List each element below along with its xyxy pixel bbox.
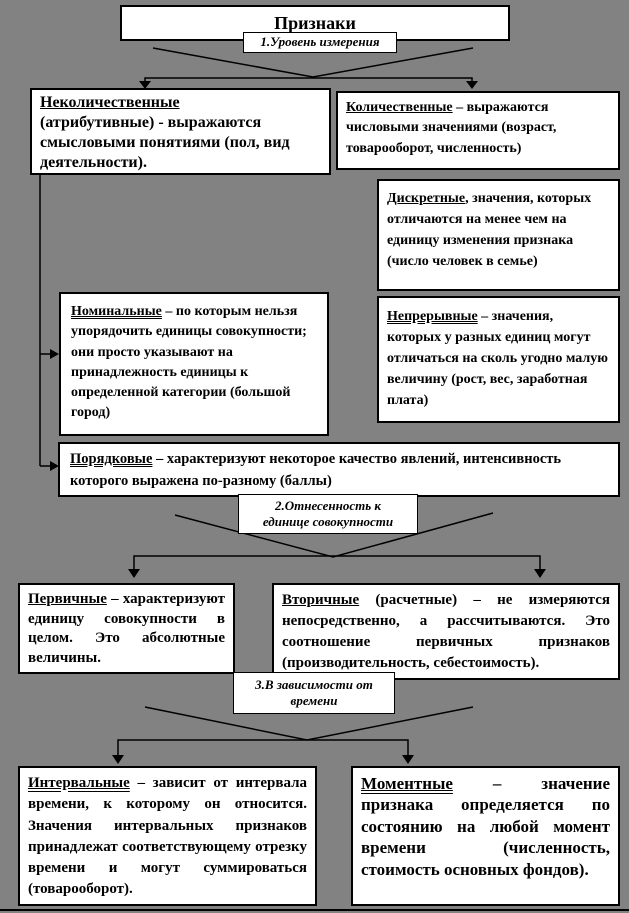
arrowhead-down-icon — [112, 755, 124, 764]
section-label-text: 3.В зависимости от времени — [255, 676, 373, 708]
split-arrow-level-1 — [139, 48, 478, 89]
text-secondary: (расчетные) – не измеряются непосредственно, а рассчитываются. Это соотношение первичных признаков (производительность, себестоимость). — [282, 592, 610, 671]
arrowhead-down-icon — [402, 755, 414, 764]
text-nominal: – по которым нельзя упорядочить единицы совокупности; они просто указывают на принадлежность единицы к определенной категории (большой город) — [71, 304, 307, 421]
term-interval: Интервальные — [28, 775, 130, 791]
box-primary — [18, 583, 235, 674]
box-continuous — [377, 296, 620, 423]
text-primary: – характеризуют единицу совокупности в целом. Это абсолютные величины. — [28, 591, 225, 666]
box-ordinal — [58, 442, 620, 497]
term-nonquantitative: Неколичественные — [40, 94, 180, 111]
arrowhead-down-icon — [128, 569, 140, 578]
text-ordinal: – характеризуют некоторое качество явлений, интенсивность которого выражена по-разному (баллы) — [70, 451, 562, 489]
box-interval — [18, 766, 317, 906]
term-continuous: Непрерывные — [387, 309, 478, 324]
distributor-level-1 — [145, 78, 472, 83]
box-nominal — [59, 292, 329, 436]
arrowhead-down-icon — [534, 569, 546, 578]
section-label-time-dependence — [233, 672, 395, 714]
text-moment: – значение признака определяется по состоянию на любой момент времени (численность, стоимость основных фондов). — [361, 774, 610, 879]
box-secondary — [272, 583, 620, 680]
box-moment — [351, 766, 620, 906]
text-interval: – зависит от интервала времени, к которому он относится. Значения интервальных признаков принадлежат соответствующему отрезку времени и могут суммироваться (товарооборот). — [28, 775, 307, 898]
arrowhead-down-icon — [466, 81, 478, 89]
text-nonquantitative: (атрибутивные) - выражаются смысловыми понятиями (пол, вид деятельности). — [40, 114, 290, 171]
split-arrow-level-3 — [112, 707, 473, 764]
section-label-text: 1.Уровень измерения — [260, 34, 380, 50]
term-primary: Первичные — [28, 591, 107, 607]
term-secondary: Вторичные — [282, 592, 360, 608]
box-discrete — [377, 179, 620, 291]
section-label-text: 2.Отнесенность к единице совокупности — [262, 497, 394, 529]
term-nominal: Номинальные — [71, 304, 162, 319]
title-text: Признаки — [274, 12, 356, 33]
section-label-measurement-level — [243, 32, 397, 53]
term-moment: Моментные — [361, 774, 453, 793]
arrowhead-right-icon — [50, 349, 59, 359]
term-ordinal: Порядковые — [70, 451, 153, 467]
text-discrete: , значения, которых отличаются на менее чем на единицу изменения признака (число человек в семье) — [387, 191, 592, 269]
term-quantitative: Количественные — [346, 100, 453, 115]
term-discrete: Дискретные — [387, 191, 466, 206]
section-label-unit-relation — [238, 494, 418, 534]
text-continuous: – значения, которых у разных единиц могут отличаться на сколь угодно малую величину (рост, вес, заработная плата) — [387, 309, 608, 408]
text-quantitative: – выражаются числовыми значениями (возраст, товарооборот, численность) — [346, 100, 557, 156]
distributor-level-3 — [118, 740, 408, 757]
box-quantitative — [336, 91, 620, 170]
distributor-level-2 — [134, 556, 540, 571]
connector-nonquantitative-children — [40, 175, 59, 471]
box-nonquantitative — [30, 88, 331, 175]
